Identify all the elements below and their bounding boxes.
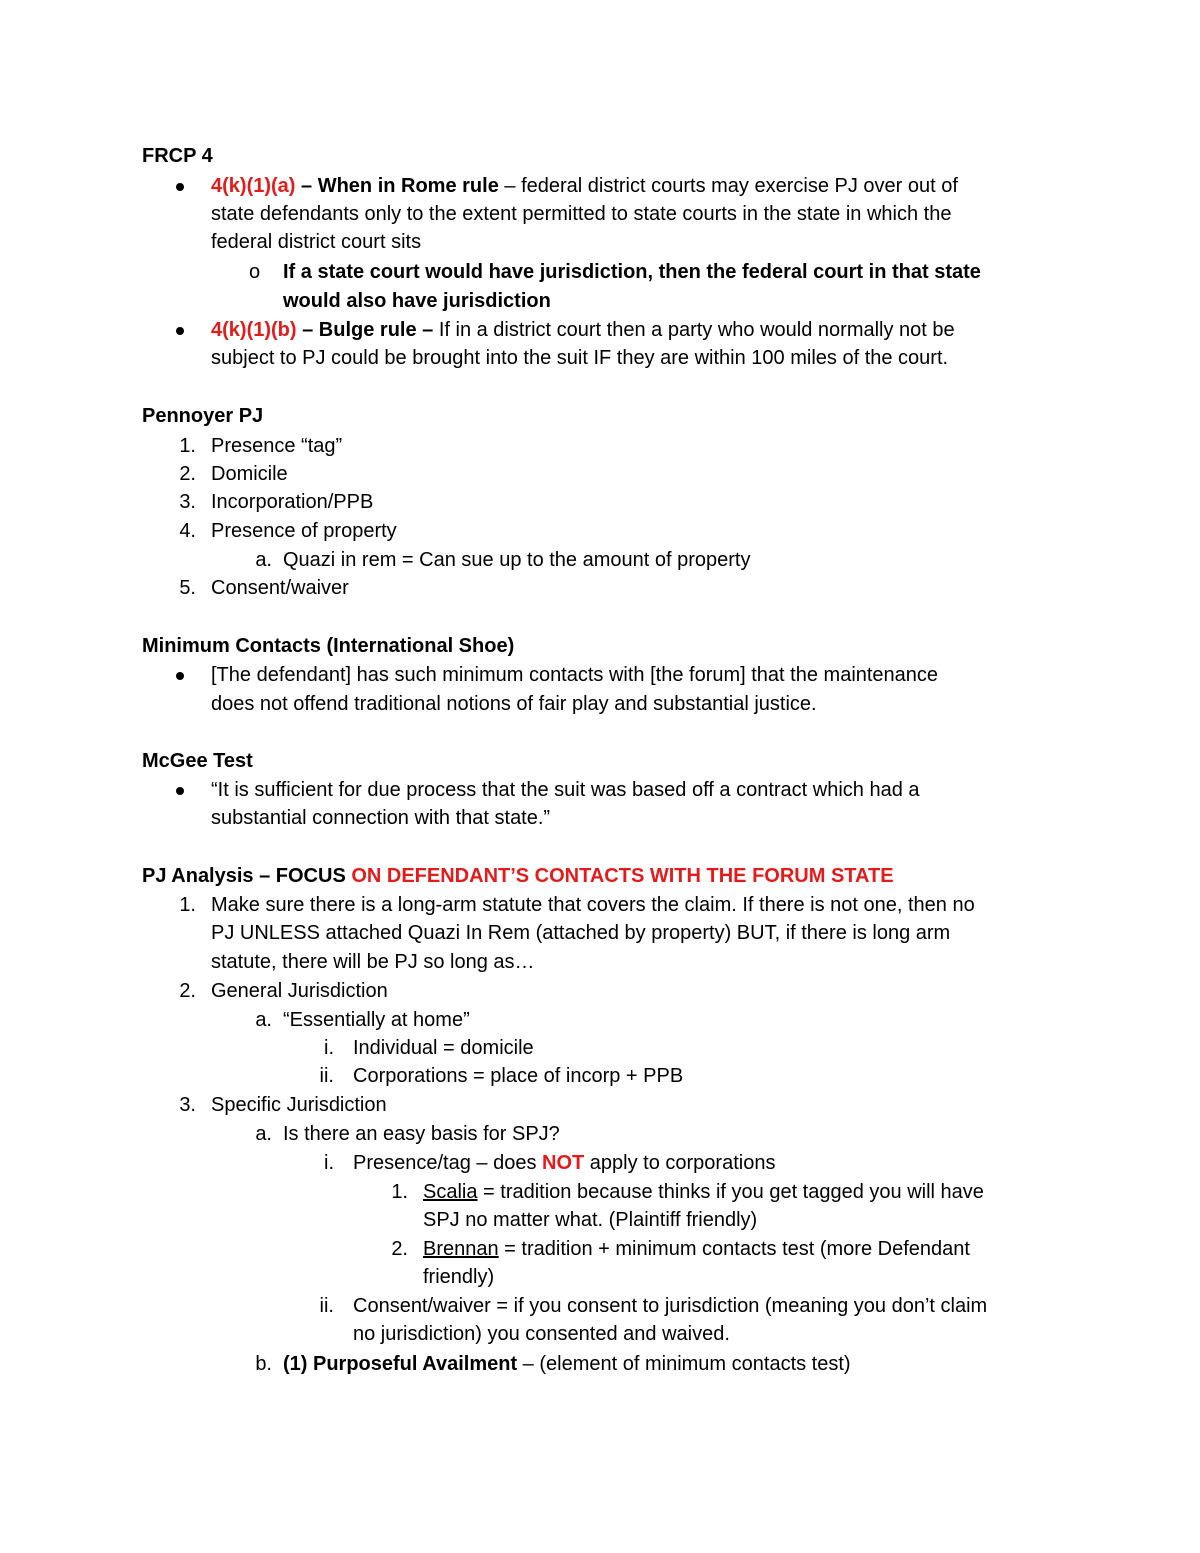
brennan-name: Brennan	[423, 1238, 499, 1260]
scalia-line2: SPJ no matter what. (Plaintiff friendly)	[423, 1209, 758, 1231]
analysis-1-line2: PJ UNLESS attached Quazi In Rem (attached by property) BUT, if there is long arm	[211, 922, 951, 944]
list-number: 5.	[179, 577, 196, 599]
rule-4k1b: 4(k)(1)(b)	[211, 319, 297, 341]
heading-minimum-contacts: Minimum Contacts (International Shoe)	[142, 635, 515, 657]
frcp-item2-line1	[211, 316, 955, 344]
list-number: 2.	[179, 980, 196, 1002]
analysis-3ai-post: apply to corporations	[584, 1152, 776, 1174]
analysis-2aii-text: Corporations = place of incorp + PPB	[353, 1065, 684, 1087]
analysis-3a-text: Is there an easy basis for SPJ?	[283, 1123, 560, 1145]
sub-bullet-o: o	[249, 261, 261, 283]
analysis-3ai-pre: Presence/tag – does	[353, 1152, 543, 1174]
frcp-item2-text: If in a district court then a party who would normally not be	[433, 319, 955, 341]
list-number: 2.	[179, 463, 196, 485]
heading-pj-analysis-black: PJ Analysis – FOCUS	[142, 865, 352, 887]
frcp-item1-line2: state defendants only to the extent permitted to state courts in the state in which the	[211, 203, 952, 225]
mcgee-line1: “It is sufficient for due process that the suit was based off a contract which had a	[211, 779, 920, 801]
frcp-sub-line1: If a state court would have jurisdiction, then the federal court in that state	[283, 261, 981, 283]
analysis-1-line1: Make sure there is a long-arm statute that covers the claim. If there is not one, then no	[211, 894, 975, 916]
pennoyer-sub-item: Quazi in rem = Can sue up to the amount of property	[283, 549, 751, 571]
analysis-3b-rest: – (element of minimum contacts test)	[517, 1353, 851, 1375]
pennoyer-item: Consent/waiver	[211, 577, 349, 599]
minimum-line1: [The defendant] has such minimum contacts with [the forum] that the maintenance	[211, 664, 939, 686]
purposeful-availment: (1) Purposeful Availment	[283, 1353, 518, 1375]
pennoyer-item: Incorporation/PPB	[211, 491, 374, 513]
sub-number: 1.	[391, 1181, 408, 1203]
brennan-line1	[423, 1235, 970, 1263]
rule-4k1a: 4(k)(1)(a)	[211, 175, 296, 197]
brennan-text: = tradition + minimum contacts test (more Defendant	[498, 1238, 970, 1260]
bullet-icon	[176, 787, 184, 795]
sub-roman: i.	[324, 1152, 334, 1174]
heading-pj-analysis	[142, 862, 894, 890]
list-number: 1.	[179, 435, 196, 457]
frcp-item1-text: – federal district courts may exercise PJ over out of	[498, 175, 958, 197]
heading-pennoyer: Pennoyer PJ	[142, 405, 264, 427]
rule-name-rome: When in Rome rule	[317, 175, 499, 197]
list-number: 4.	[179, 520, 196, 542]
analysis-3b-text	[283, 1350, 851, 1378]
analysis-2ai-text: Individual = domicile	[353, 1037, 534, 1059]
sub-letter: a.	[255, 1009, 272, 1031]
frcp-sub-line2: would also have jurisdiction	[283, 290, 551, 312]
heading-frcp4: FRCP 4	[142, 145, 213, 167]
pennoyer-item: Presence of property	[211, 520, 397, 542]
heading-mcgee: McGee Test	[142, 750, 253, 772]
sub-letter: b.	[255, 1353, 272, 1375]
list-number: 3.	[179, 491, 196, 513]
analysis-2-text: General Jurisdiction	[211, 980, 388, 1002]
minimum-line2: does not offend traditional notions of fair play and substantial justice.	[211, 693, 817, 715]
pennoyer-item: Presence “tag”	[211, 435, 343, 457]
analysis-3ai-text	[353, 1149, 775, 1177]
list-number: 1.	[179, 894, 196, 916]
bullet-icon	[176, 327, 184, 335]
sub-roman: ii.	[319, 1295, 334, 1317]
sub-letter: a.	[255, 1123, 272, 1145]
list-number: 3.	[179, 1094, 196, 1116]
pennoyer-item: Domicile	[211, 463, 288, 485]
bullet-icon	[176, 672, 184, 680]
not-emphasis: NOT	[542, 1152, 585, 1174]
scalia-line1	[423, 1178, 984, 1206]
frcp-item1-line3: federal district court sits	[211, 231, 422, 253]
analysis-3aii-line2: no jurisdiction) you consented and waived.	[353, 1323, 730, 1345]
heading-pj-analysis-red: ON DEFENDANT’S CONTACTS WITH THE FORUM STATE	[351, 865, 894, 887]
brennan-line2: friendly)	[423, 1266, 495, 1288]
mcgee-line2: substantial connection with that state.”	[211, 807, 551, 829]
frcp-item2-line2: subject to PJ could be brought into the suit IF they are within 100 miles of the court.	[211, 347, 949, 369]
sub-roman: i.	[324, 1037, 334, 1059]
bullet-icon	[176, 183, 184, 191]
sub-letter: a.	[255, 549, 272, 571]
dash: –	[296, 319, 319, 341]
sub-number: 2.	[391, 1238, 408, 1260]
scalia-name: Scalia	[423, 1181, 478, 1203]
frcp-item1-line1	[211, 172, 958, 200]
analysis-1-line3: statute, there will be PJ so long as…	[211, 951, 535, 973]
analysis-3-text: Specific Jurisdiction	[211, 1094, 387, 1116]
sub-roman: ii.	[319, 1065, 334, 1087]
analysis-3aii-line1: Consent/waiver = if you consent to jurisdiction (meaning you don’t claim	[353, 1295, 988, 1317]
scalia-text: = tradition because thinks if you get tagged you will have	[477, 1181, 984, 1203]
dash: –	[295, 175, 318, 197]
analysis-2a-text: “Essentially at home”	[283, 1009, 470, 1031]
rule-name-bulge: Bulge rule –	[318, 319, 434, 341]
